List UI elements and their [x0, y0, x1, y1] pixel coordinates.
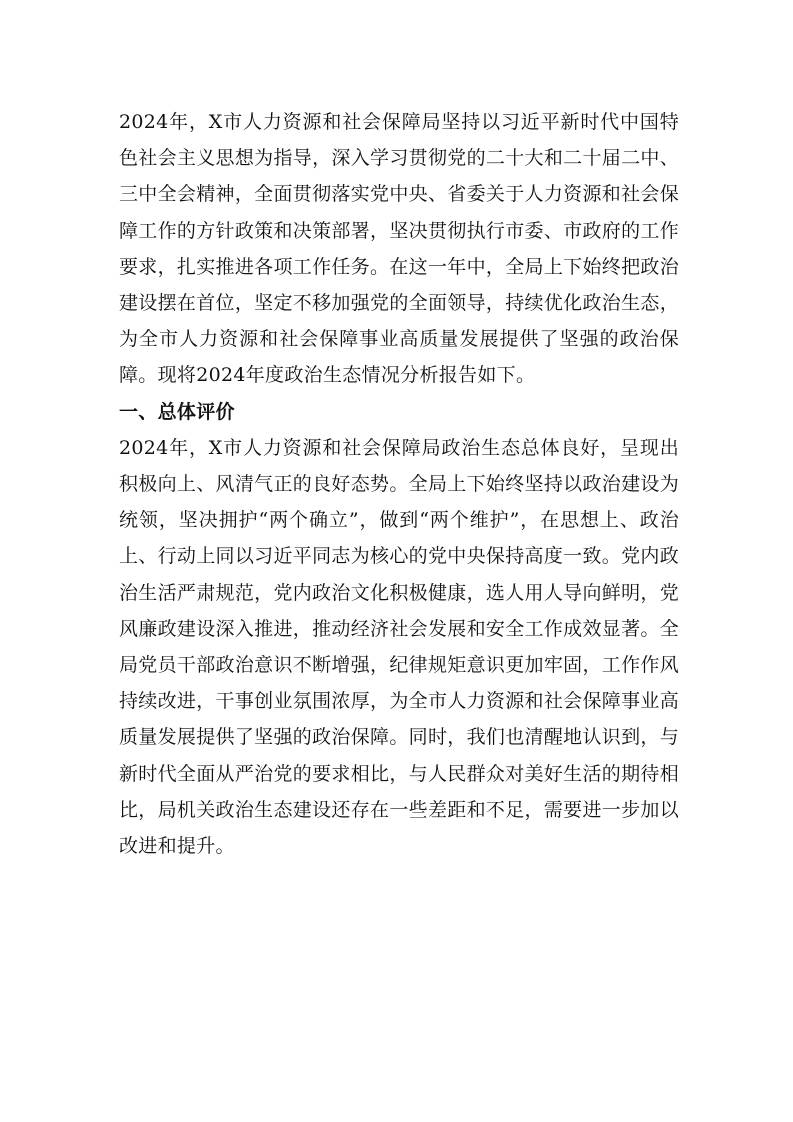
section-paragraph: 2024年，X市人力资源和社会保障局政治生态总体良好，呈现出积极向上、风清气正的良好态势。全局上下始终坚持以政治建设为统领，坚决拥护“两个确立”，做到“两个维护”，在思想上、政治上、行动上同以习近平同志为核心的党中央保持高度一致。党内政治生活严肃规范，党内政治文化积极健康，选人用人导向鲜明，党风廉政建设深入推进，推动经济社会发展和安全工作成效显著。全局党员干部政治意识不断增强，纪律规矩意识更加牢固，工作作风持续改进，干事创业氛围浓厚，为全市人力资源和社会保障事业高质量发展提供了坚强的政治保障。同时，我们也清醒地认识到，与新时代全面从严治党的要求相比，与人民群众对美好生活的期待相比，局机关政治生态建设还存在一些差距和不足，需要进一步加以改进和提升。: [119, 436, 679, 858]
intro-paragraph: 2024年，X市人力资源和社会保障局坚持以习近平新时代中国特色社会主义思想为指导，深入学习贯彻党的二十大和二十届二中、三中全会精神，全面贯彻落实党中央、省委关于人力资源和社会保障工作的方针政策和决策部署，坚决贯彻执行市委、市政府的工作要求，扎实推进各项工作任务。在这一年中，全局上下始终把政治建设摆在首位，坚定不移加强党的全面领导，持续优化政治生态，为全市人力资源和社会保障事业高质量发展提供了坚强的政治保障。现将2024年度政治生态情况分析报告如下。: [119, 111, 679, 387]
section-heading: 一、总体评价: [119, 400, 235, 423]
document-page: [119, 104, 679, 864]
